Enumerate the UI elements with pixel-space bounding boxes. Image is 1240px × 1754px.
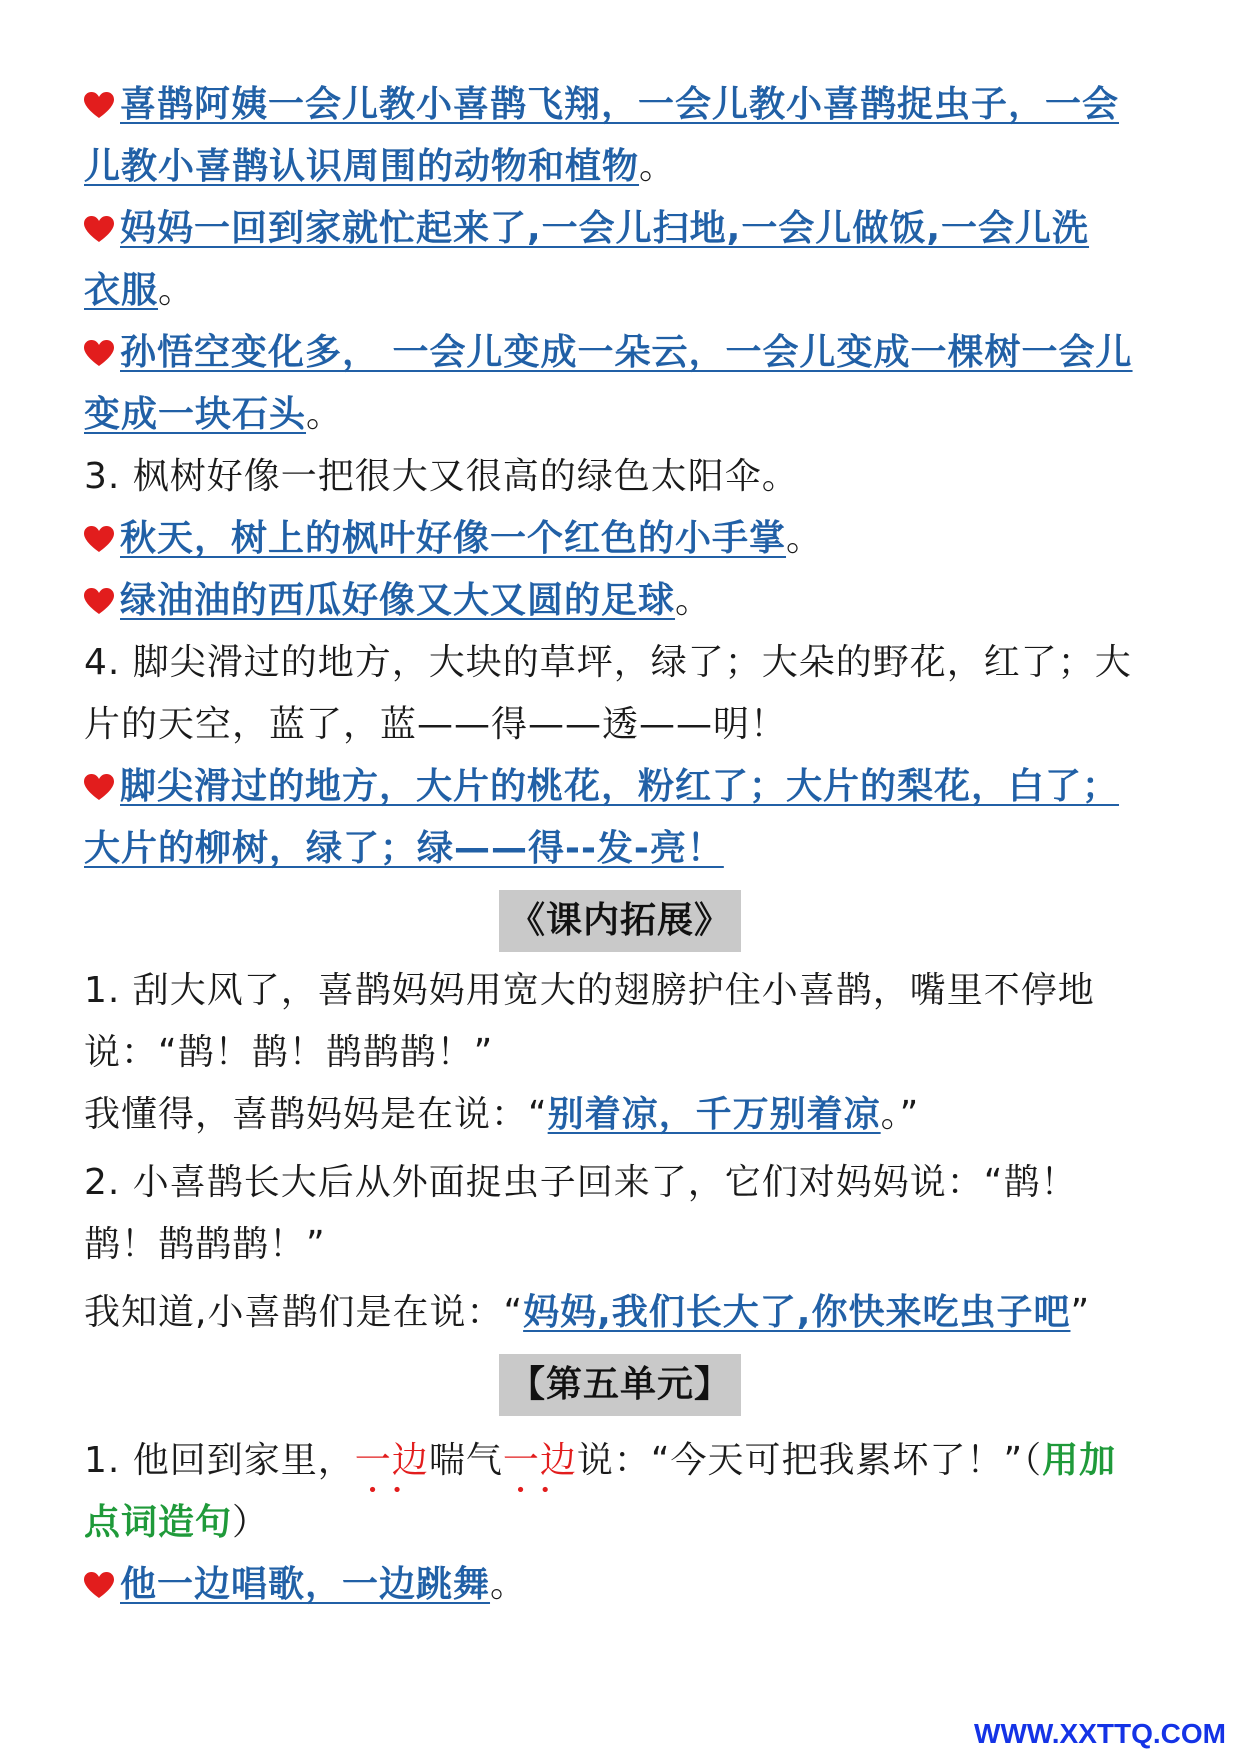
- fill-line: [84, 1282, 1156, 1344]
- paren-close: ）: [232, 1502, 270, 1543]
- punctuation: 。: [639, 146, 677, 187]
- question-line: 2. 小喜鹊长大后从外面捉虫子回来了，它们对妈妈说：“鹊！: [84, 1162, 1078, 1203]
- answer-text: 秋天，树上的枫叶好像一个红色的小手掌: [120, 518, 787, 559]
- answer-text: 变成一块石头: [84, 394, 307, 435]
- answer-line: [84, 260, 1156, 322]
- section-title: 【第五单元】: [499, 1354, 741, 1416]
- heart-icon: [84, 340, 114, 368]
- question-line: 1. 刮大风了，喜鹊妈妈用宽大的翅膀护住小喜鹊，嘴里不停地: [84, 970, 1095, 1011]
- answer-line: [84, 508, 1156, 570]
- heart-icon: [84, 216, 114, 244]
- answer-text: 脚尖滑过的地方，大片的桃花，粉红了；大片的梨花，白了；: [120, 766, 1120, 807]
- emphasis-dots: ••: [515, 1480, 565, 1501]
- answer-line: [84, 570, 1156, 632]
- fill-suffix: 。”: [880, 1094, 920, 1135]
- heart-icon: [84, 588, 114, 616]
- punctuation: 。: [490, 1564, 528, 1605]
- answer-text: 他一边唱歌，一边跳舞: [120, 1564, 491, 1605]
- answer-text: 妈妈一回到家就忙起来了,一会儿扫地,一会儿做饭,一会儿洗: [120, 208, 1090, 249]
- dotted-word: [354, 1430, 429, 1501]
- sentence-start: 1. 他回到家里，: [84, 1440, 355, 1481]
- fill-suffix: ”: [1070, 1292, 1091, 1333]
- answer-text: 大片的柳树，绿了；绿——得--发-亮！: [84, 828, 724, 869]
- question-line: [84, 1492, 1156, 1554]
- dotted-word-text: 一边: [502, 1440, 577, 1481]
- question-line: 3. 枫树好像一把很大又很高的绿色太阳伞。: [84, 456, 799, 497]
- punctuation: 。: [675, 580, 713, 621]
- answer-text: 绿油油的西瓜好像又大又圆的足球: [120, 580, 676, 621]
- heart-icon: [84, 526, 114, 554]
- worksheet-page: [84, 74, 1156, 1616]
- section-heading-unit5: [84, 1354, 1156, 1416]
- answer-line: [84, 74, 1156, 136]
- instruction-hint: 用加: [1042, 1440, 1117, 1481]
- watermark: WWW.XXTTQ.COM: [974, 1718, 1226, 1749]
- answer-text: 别着凉，千万别着凉: [547, 1094, 881, 1135]
- question-line: [84, 1430, 1156, 1501]
- fill-prefix: 我懂得，喜鹊妈妈是在说：“: [84, 1094, 548, 1135]
- punctuation: 。: [306, 394, 344, 435]
- question-line: 片的天空，蓝了，蓝——得——透——明！: [84, 704, 788, 745]
- dotted-word-text: 一边: [354, 1440, 429, 1481]
- fill-prefix: 我知道,小喜鹊们是在说：“: [84, 1292, 524, 1333]
- answer-text: 衣服: [84, 270, 159, 311]
- emphasis-dots: ••: [367, 1480, 417, 1501]
- answer-line: [84, 136, 1156, 198]
- heart-icon: [84, 774, 114, 802]
- question-line: 说：“鹊！鹊！鹊鹊鹊！”: [84, 1032, 494, 1073]
- answer-line: [84, 322, 1156, 384]
- answer-text: 孙悟空变化多， 一会儿变成一朵云，一会儿变成一棵树一会儿: [120, 332, 1133, 373]
- answer-text: 妈妈,我们长大了,你快来吃虫子吧: [523, 1292, 1071, 1333]
- answer-line: [84, 1554, 1156, 1616]
- answer-text: 儿教小喜鹊认识周围的动物和植物: [84, 146, 640, 187]
- sentence-mid: 喘气: [428, 1440, 503, 1481]
- section-title: 《课内拓展》: [499, 890, 741, 952]
- answer-text: 喜鹊阿姨一会儿教小喜鹊飞翔，一会儿教小喜鹊捉虫子，一会: [120, 84, 1120, 125]
- dotted-word: [502, 1430, 577, 1501]
- answer-line: [84, 756, 1156, 818]
- question-line: 鹊！鹊鹊鹊！”: [84, 1224, 326, 1265]
- fill-line: [84, 1084, 1156, 1146]
- instruction-hint: 点词造句: [84, 1502, 233, 1543]
- heart-icon: [84, 1572, 114, 1600]
- answer-line: [84, 818, 1156, 880]
- punctuation: 。: [786, 518, 824, 559]
- heart-icon: [84, 92, 114, 120]
- question-line: 4. 脚尖滑过的地方，大块的草坪，绿了；大朵的野花，红了；大: [84, 642, 1132, 683]
- sentence-end: 说：“今天可把我累坏了！”（: [576, 1440, 1043, 1481]
- punctuation: 。: [158, 270, 196, 311]
- answer-line: [84, 384, 1156, 446]
- section-heading-extension: [84, 890, 1156, 952]
- answer-line: [84, 198, 1156, 260]
